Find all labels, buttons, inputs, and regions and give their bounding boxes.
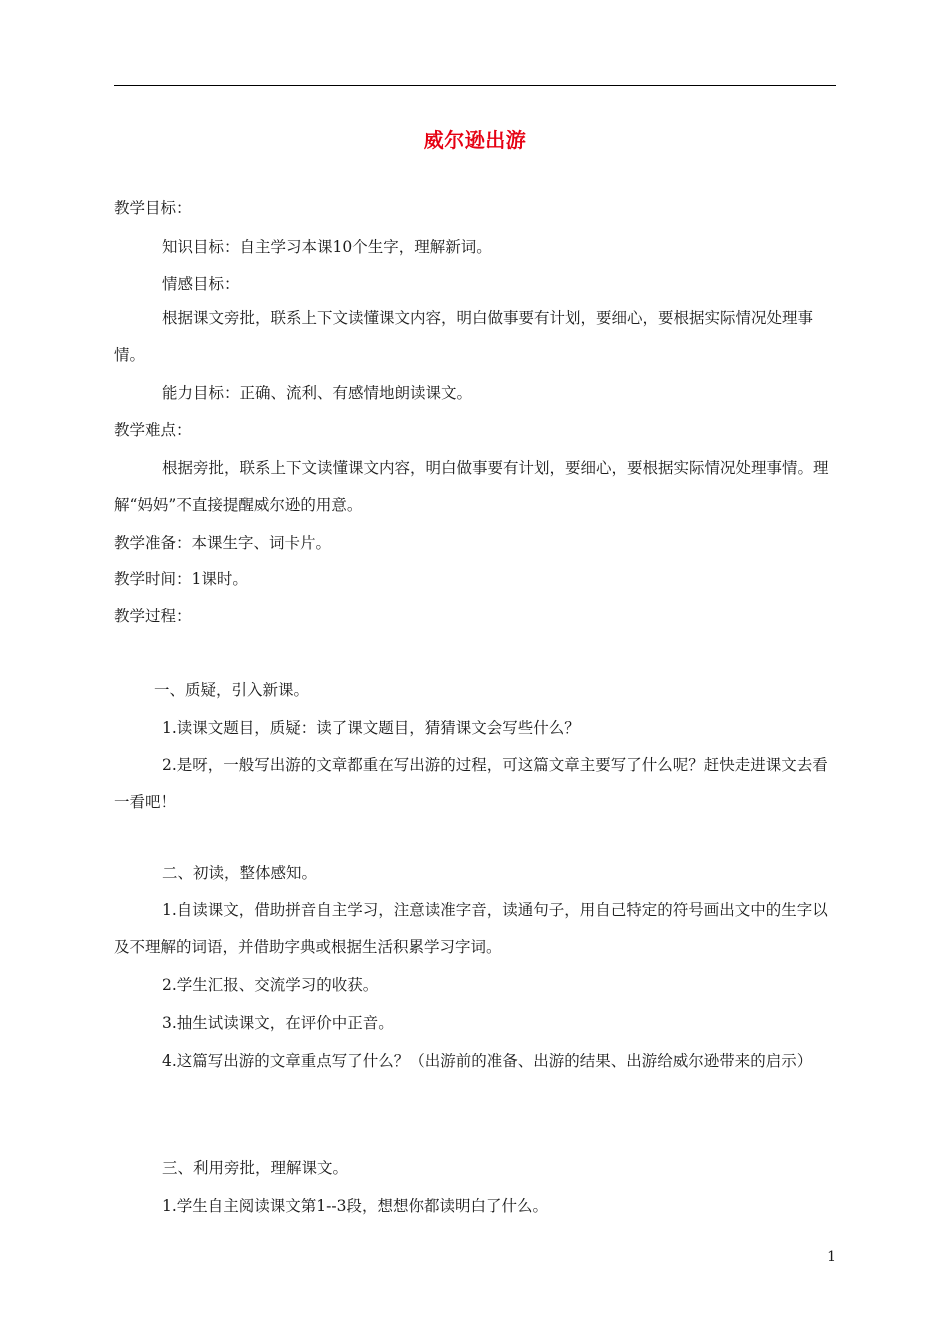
difficulty-text: 根据旁批，联系上下文读懂课文内容，明白做事要有计划，要细心，要根据实际情况处理事情。理解“妈妈”不直接提醒威尔逊的用意。 [114,459,829,514]
teaching-time: 教学时间：1课时。 [114,570,248,588]
section-1-item-2: 2.是呀，一般写出游的文章都重在写出游的过程，可这篇文章主要写了什么呢？赶快走进课文去看一看吧！ [114,756,828,811]
section-2-heading: 二、初读，整体感知。 [162,864,318,882]
emotion-objective-text: 根据课文旁批，联系上下文读懂课文内容，明白做事要有计划，要细心，要根据实际情况处理事情。 [114,309,814,364]
heading-difficulty: 教学难点： [114,421,192,439]
section-1-item-1: 1.读课文题目，质疑：读了课文题目，猜猜课文会写些什么？ [162,719,580,737]
page-title: 威尔逊出游 [423,128,527,152]
ability-objective: 能力目标：正确、流利、有感情地朗读课文。 [162,384,473,402]
preparation: 教学准备：本课生字、词卡片。 [114,534,332,552]
section-1-heading: 一、质疑，引入新课。 [154,681,310,699]
header-rule [114,85,836,86]
page-number: 1 [827,1249,836,1265]
section-2-item-4: 4.这篇写出游的文章重点写了什么？（出游前的准备、出游的结果、出游给威尔逊带来的启示） [162,1052,813,1070]
heading-objectives: 教学目标： [114,199,192,217]
section-2-item-2: 2.学生汇报、交流学习的收获。 [162,976,379,994]
knowledge-objective: 知识目标：自主学习本课10个生字，理解新词。 [162,238,492,256]
section-2-item-1: 1.自读课文，借助拼音自主学习，注意读准字音，读通句子，用自己特定的符号画出文中的生字以及不理解的词语，并借助字典或根据生活积累学习字词。 [114,901,828,956]
heading-process: 教学过程： [114,607,192,625]
emotion-objective-label: 情感目标： [162,275,240,293]
section-3-item-1: 1.学生自主阅读课文第1--3段，想想你都读明白了什么。 [162,1197,548,1215]
section-2-item-3: 3.抽生试读课文，在评价中正音。 [162,1014,394,1032]
section-3-heading: 三、利用旁批，理解课文。 [162,1159,349,1177]
